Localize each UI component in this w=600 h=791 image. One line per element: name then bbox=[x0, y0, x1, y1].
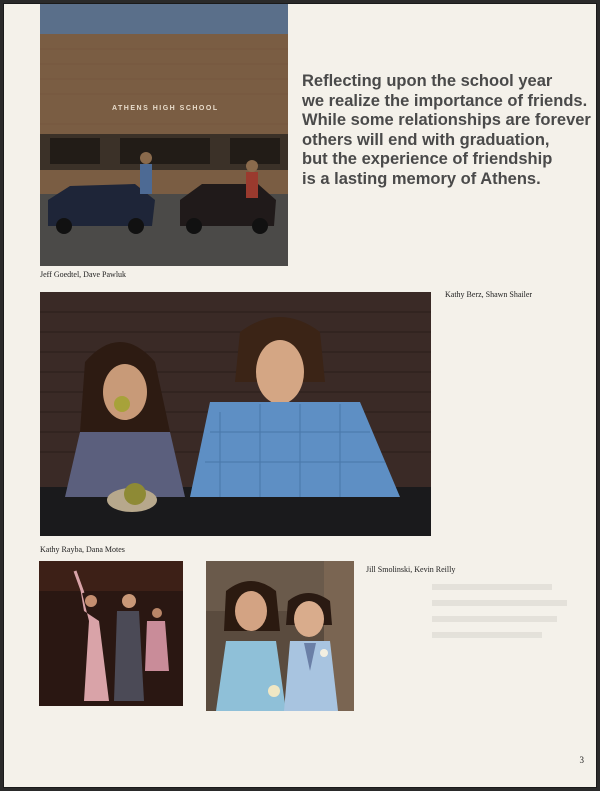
caption-couple: Jill Smolinski, Kevin Reilly bbox=[366, 565, 456, 574]
school-sign-text: ATHENS HIGH SCHOOL bbox=[112, 105, 219, 112]
caption-school: Jeff Goedtel, Dave Pawluk bbox=[40, 270, 127, 279]
quote-line: is a lasting memory of Athens. bbox=[302, 169, 541, 188]
yearbook-page bbox=[3, 3, 597, 788]
quote-line: but the experience of friendship bbox=[302, 150, 553, 168]
dance-photo bbox=[39, 561, 183, 706]
quote-text bbox=[302, 72, 596, 189]
page-number: 3 bbox=[579, 755, 584, 765]
school-exterior-photo bbox=[40, 4, 288, 266]
bleed-through-text bbox=[432, 574, 572, 654]
caption-cafeteria: Kathy Berz, Shawn Shailer bbox=[445, 290, 533, 299]
quote-line: others will end with graduation, bbox=[302, 130, 550, 149]
cafeteria-photo bbox=[40, 292, 431, 536]
couple-photo bbox=[206, 561, 354, 711]
caption-dance: Kathy Rayba, Dana Motes bbox=[40, 545, 125, 554]
quote-line: we realize the importance of friends. bbox=[302, 91, 588, 110]
quote-line: Reflecting upon the school year bbox=[302, 72, 553, 90]
quote-line: While some relationships are forever bbox=[302, 111, 591, 129]
